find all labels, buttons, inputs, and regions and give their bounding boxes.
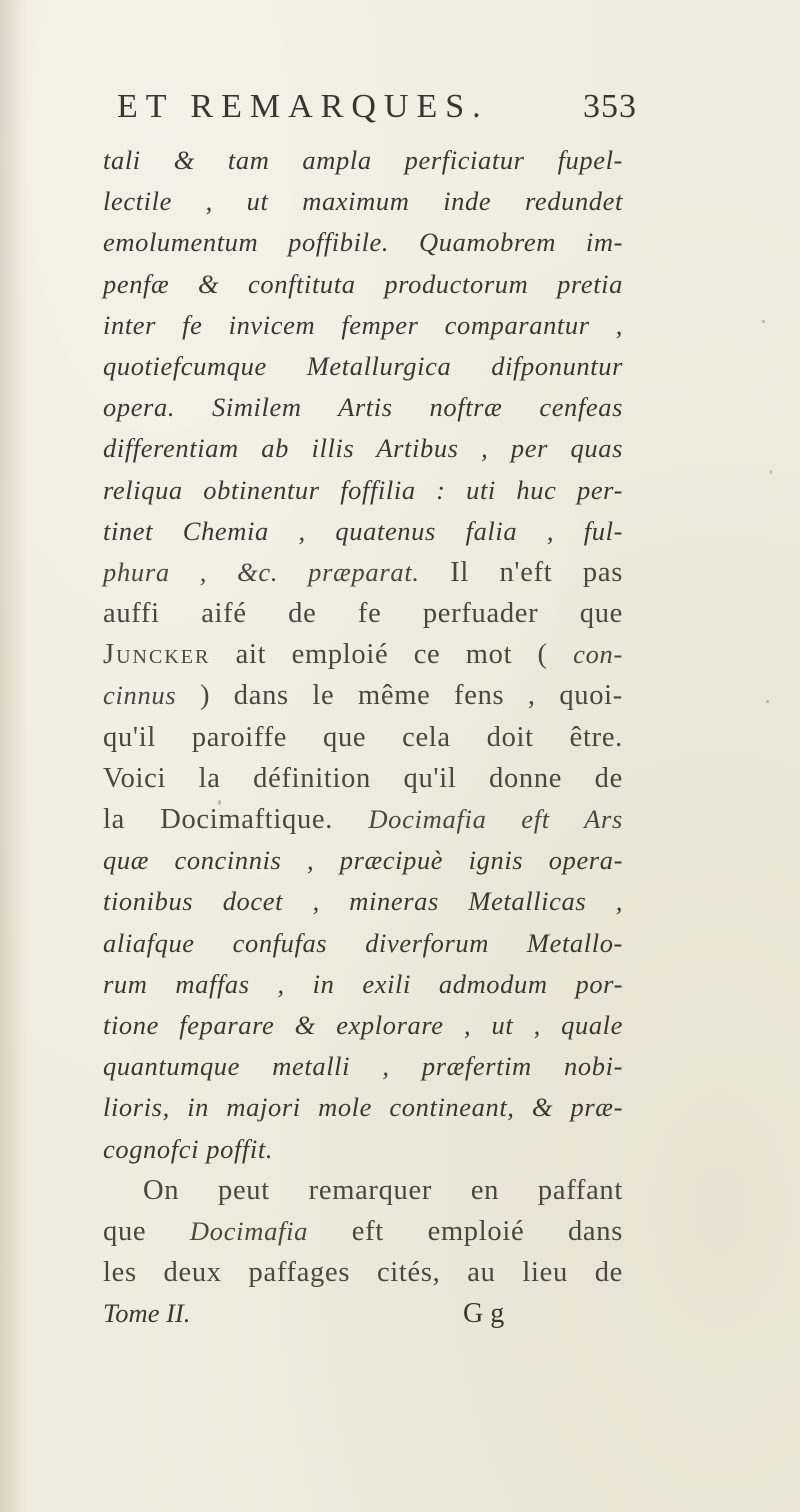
text-segment: les deux paffages cités, au lieu de <box>103 1257 623 1289</box>
text-segment: tione feparare & explorare , ut , quale <box>103 1009 623 1040</box>
text-segment: tali & tam ampla perficiatur fupel- <box>103 145 623 175</box>
text-segment: reliqua obtinentur foffilia : uti huc per- <box>103 474 623 505</box>
text-line <box>103 1211 623 1252</box>
text-segment: penfæ & conftituta productorum pretia <box>103 268 623 299</box>
text-line <box>103 140 623 181</box>
text-segment: que <box>103 1215 190 1247</box>
text-segment: quotiefcumque Metallurgica difponuntur <box>103 350 623 381</box>
text-segment: tinet Chemia , quatenus falia , ful- <box>103 515 623 546</box>
text-line <box>103 758 623 799</box>
text-block <box>103 88 637 1334</box>
paper-speck <box>218 800 221 805</box>
text-segment: ait emploié ce mot ( <box>210 639 574 671</box>
text-segment: phura , &c. præparat. <box>103 556 420 587</box>
text-line <box>103 428 623 469</box>
text-segment: differentiam ab illis Artibus , per quas <box>103 433 623 464</box>
text-segment: rum maffas , in exili admodum por- <box>103 968 623 999</box>
running-title: ET REMARQUES. <box>117 88 489 125</box>
text-line <box>103 1046 623 1087</box>
text-segment: quæ concinnis , præcipuè ignis opera- <box>103 845 623 876</box>
text-line <box>103 181 623 222</box>
text-line <box>103 1005 623 1046</box>
text-segment: qu'il paroiffe que cela doit être. <box>103 721 623 753</box>
text-segment: cinnus <box>103 680 177 711</box>
text-segment: lioris, in majori mole contineant, & præ- <box>103 1092 623 1123</box>
text-line <box>103 305 623 346</box>
text-segment: lectile , ut maximum inde redundet <box>103 186 623 217</box>
text-line <box>103 470 623 511</box>
text-segment: Il n'eft pas <box>419 556 623 588</box>
text-line <box>103 840 623 881</box>
text-segment: opera. Similem Artis noftræ cenfeas <box>103 392 623 423</box>
text-segment: tionibus docet , mineras Metallicas , <box>103 886 623 917</box>
paper-speck <box>762 320 765 323</box>
text-line <box>103 1129 623 1170</box>
running-header <box>103 88 637 140</box>
text-segment: eft emploié dans <box>308 1215 623 1247</box>
volume-label: Tome II. <box>103 1298 191 1329</box>
text-line <box>103 881 623 922</box>
text-line <box>103 1252 623 1293</box>
text-line <box>103 964 623 1005</box>
text-segment: la Docimaftique. <box>103 804 369 835</box>
text-line <box>103 346 623 387</box>
text-line <box>103 387 623 428</box>
text-segment: cognofci poffit. <box>103 1133 274 1164</box>
text-segment: Docimafia <box>189 1215 309 1246</box>
text-line <box>103 717 623 758</box>
text-line <box>103 511 623 552</box>
text-segment: con- <box>573 639 623 670</box>
text-line <box>103 923 623 964</box>
text-segment: aliafque confufas diverforum Metallo- <box>103 927 623 958</box>
text-segment: Juncker <box>103 639 211 671</box>
paper-speck <box>766 700 769 703</box>
signature-mark: G g <box>463 1298 505 1330</box>
text-segment: ) dans le même fens , quoi- <box>176 680 623 712</box>
text-line <box>103 1087 623 1128</box>
text-segment: On peut remarquer en paffant <box>143 1174 623 1206</box>
text-segment: quantumque metalli , præfertim nobi- <box>103 1051 623 1082</box>
text-line <box>103 222 623 263</box>
text-segment: emolumentum poffibile. Quamobrem im- <box>103 227 623 258</box>
text-line <box>103 675 623 716</box>
text-segment: Docimafia eft Ars <box>368 804 623 834</box>
body-text <box>103 140 623 1293</box>
text-line <box>103 264 623 305</box>
text-segment: auffi aifé de fe perfuader que <box>103 598 623 630</box>
text-line <box>103 1170 623 1211</box>
page-footer <box>103 1293 623 1334</box>
text-line <box>103 799 623 840</box>
text-segment: inter fe invicem femper comparantur , <box>103 309 623 340</box>
page-number: 353 <box>583 88 637 125</box>
text-line <box>103 634 623 675</box>
text-line <box>103 593 623 634</box>
text-segment: Voici la définition qu'il donne de <box>103 762 623 794</box>
paper-speck <box>770 470 772 474</box>
text-line <box>103 552 623 593</box>
